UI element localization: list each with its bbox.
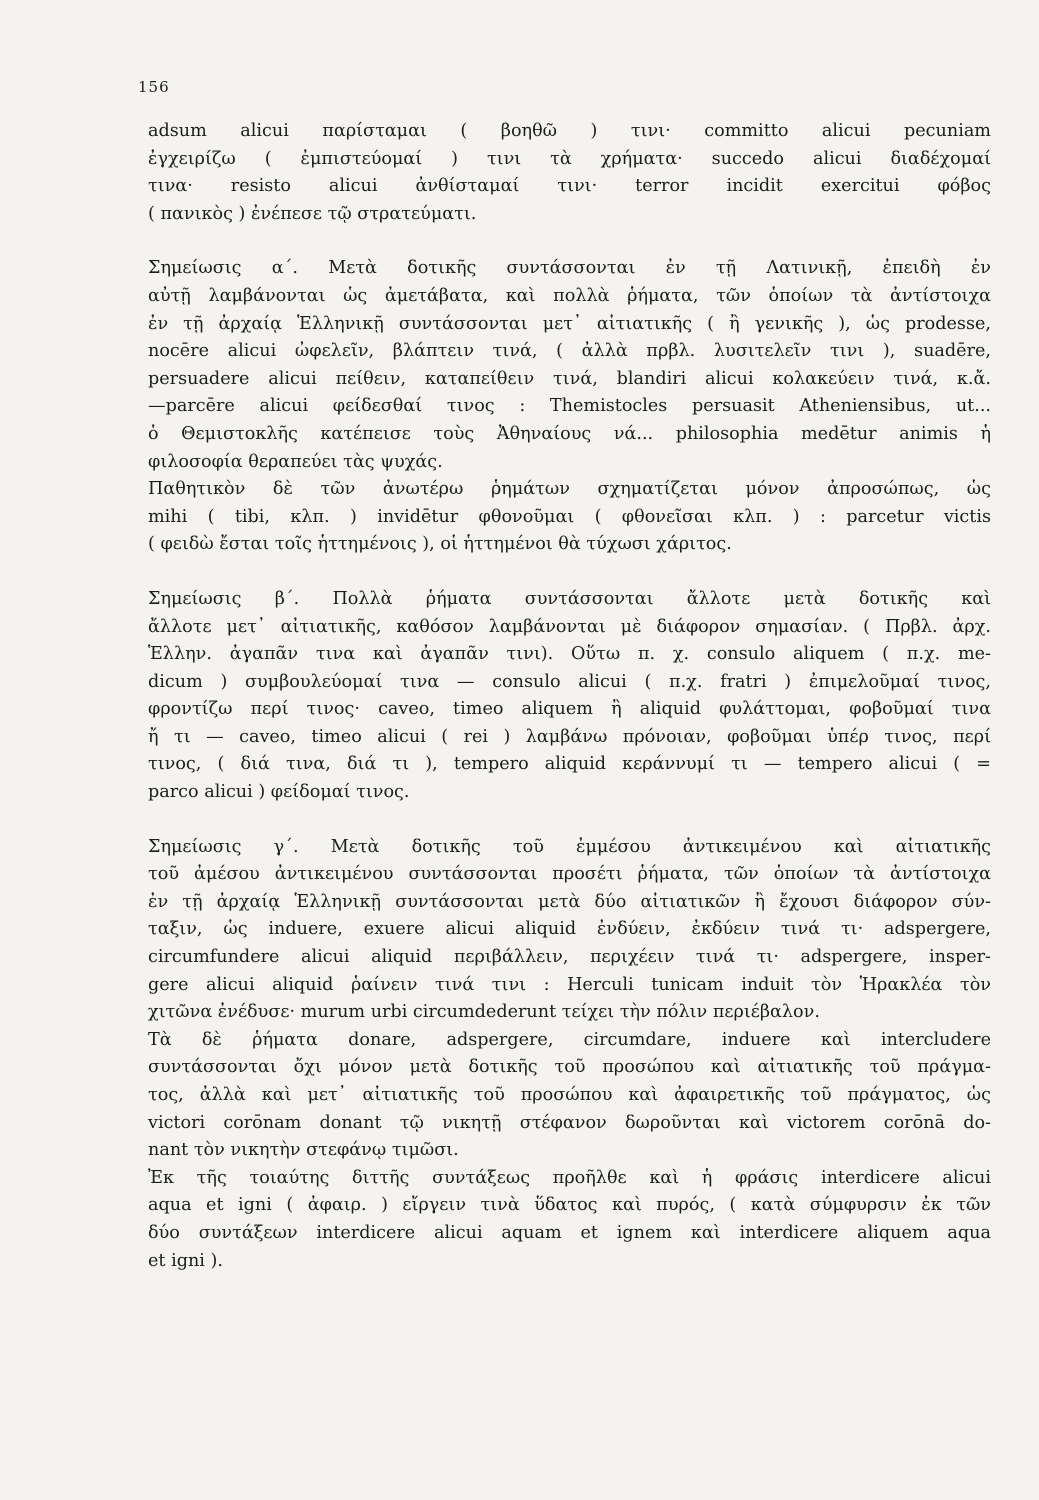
text-line: τινα· resisto alicui ἀνθίσταμαί τινι· terror incidit exercitui φόβος bbox=[148, 176, 991, 197]
text-line: ἤ τι — caveo, timeo alicui ( rei ) λαμβάνω πρόνοιαν, φοβοῦμαι ὑπέρ τινος, περί bbox=[148, 726, 991, 747]
text-line: aqua et igni ( ἀφαιρ. ) εἴργειν τινὰ ὕδατος καὶ πυρός, ( κατὰ σύμφυρσιν ἐκ τῶν bbox=[148, 1195, 991, 1216]
text-line: nant τὸν νικητὴν στεφάνῳ τιμῶσι. bbox=[148, 1140, 459, 1161]
text-line: persuadere alicui πείθειν, καταπείθειν τινά, blandiri alicui κολακεύειν τινά, κ.ἄ. bbox=[148, 368, 991, 389]
paragraph-interdicere bbox=[148, 1165, 991, 1275]
text-line: χιτῶνα ἐνέδυσε· murum urbi circumdederunt τείχει τὴν πόλιν περιέβαλον. bbox=[148, 1002, 820, 1023]
text-line: victori corōnam donant τῷ νικητῇ στέφανον δωροῦνται καὶ victorem corōnā do- bbox=[148, 1112, 991, 1133]
text-line: dicum ) συμβουλεύομαί τινα — consulo alicui ( π.χ. fratri ) ἐπιμελοῦμαί τινος, bbox=[148, 671, 991, 692]
text-line: τινος, ( διά τινα, διά τι ), tempero aliquid κεράννυμί τι — tempero alicui ( = bbox=[148, 754, 991, 775]
text-line: ( φειδὼ ἔσται τοῖς ἡττημένοις ), οἱ ἡττημένοι θὰ τύχωσι χάριτος. bbox=[148, 534, 732, 555]
text-line: gere alicui aliquid ῥαίνειν τινά τινι : Herculi tunicam induit τὸν Ἡρακλέα τὸν bbox=[148, 974, 991, 995]
text-line: τος, ἀλλὰ καὶ μετ᾽ αἰτιατικῆς τοῦ προσώπου καὶ ἀφαιρετικῆς τοῦ πράγματος, ὡς bbox=[148, 1085, 991, 1105]
paragraph-note-gamma bbox=[148, 834, 991, 1027]
paragraph-donare bbox=[148, 1027, 991, 1165]
text-line: ( πανικὸς ) ἐνέπεσε τῷ στρατεύματι. bbox=[148, 203, 477, 224]
text-line: adsum alicui παρίσταμαι ( βοηθῶ ) τινι· committo alicui pecuniam bbox=[148, 121, 991, 141]
text-line: ταξιν, ὡς induere, exuere alicui aliquid ἐνδύειν, ἐκδύειν τινά τι· adspergere, bbox=[148, 919, 991, 940]
text-line: ἐν τῇ ἀρχαίᾳ Ἑλληνικῇ συντάσσονται μετὰ δύο αἰτιατικῶν ἢ ἔχουσι διάφορον σύν- bbox=[148, 891, 991, 912]
text-line: ὁ Θεμιστοκλῆς κατέπεισε τοὺς Ἀθηναίους νά... philosophia medētur animis ἡ bbox=[148, 423, 991, 444]
text-line: Τὰ δὲ ῥήματα donare, adspergere, circumdare, induere καὶ intercludere bbox=[148, 1029, 991, 1050]
text-line: —parcēre alicui φείδεσθαί τινος : Themistocles persuasit Atheniensibus, ut... bbox=[148, 396, 991, 417]
text-line: circumfundere alicui aliquid περιβάλλειν, περιχέειν τινά τι· adspergere, insper- bbox=[148, 947, 991, 968]
page-number: 156 bbox=[138, 78, 170, 96]
text-line: φιλοσοφία θεραπεύει τὰς ψυχάς. bbox=[148, 451, 443, 472]
text-line: ἐγχειρίζω ( ἐμπιστεύομαί ) τινι τὰ χρήματα· succedo alicui διαδέχομαί bbox=[148, 148, 991, 169]
text-line: Ἑλλην. ἀγαπᾶν τινα καὶ ἀγαπᾶν τινι). Οὕτω π. χ. consulo aliquem ( π.χ. me- bbox=[148, 644, 991, 665]
text-line: ἐν τῇ ἀρχαίᾳ Ἑλληνικῇ συντάσσονται μετ᾽ αἰτιατικῆς ( ἢ γενικῆς ), ὡς prodesse, bbox=[148, 313, 991, 334]
text-line: φροντίζω περί τινος· caveo, timeo aliquem ἢ aliquid φυλάττομαι, φοβοῦμαί τινα bbox=[148, 699, 991, 720]
text-line: mihi ( tibi, κλπ. ) invidētur φθονοῦμαι ( φθονεῖσαι κλπ. ) : parcetur victis bbox=[148, 506, 991, 527]
text-line: Σημείωσις α΄. Μετὰ δοτικῆς συντάσσονται ἐν τῇ Λατινικῇ, ἐπειδὴ ἐν bbox=[148, 258, 991, 279]
text-line: Παθητικὸν δὲ τῶν ἀνωτέρω ῥημάτων σχηματίζεται μόνον ἀπροσώπως, ὡς bbox=[148, 479, 991, 500]
text-line: τοῦ ἀμέσου ἀντικειμένου συντάσσονται προσέτι ῥήματα, τῶν ὁποίων τὰ ἀντίστοιχα bbox=[148, 864, 991, 885]
text-line: Σημείωσις γ΄. Μετὰ δοτικῆς τοῦ ἐμμέσου ἀντικειμένου καὶ αἰτιατικῆς bbox=[148, 836, 991, 857]
text-line: et igni ). bbox=[148, 1250, 223, 1271]
paragraph-note-alpha bbox=[148, 255, 991, 559]
text-line: Ἐκ τῆς τοιαύτης διττῆς συντάξεως προῆλθε καὶ ἡ φράσις interdicere alicui bbox=[148, 1167, 991, 1188]
paragraph-note-beta bbox=[148, 586, 991, 807]
text-line: nocēre alicui ὠφελεῖν, βλάπτειν τινά, ( ἀλλὰ πρβλ. λυσιτελεῖν τινι ), suadēre, bbox=[148, 341, 991, 362]
text-line: αὐτῇ λαμβάνονται ὡς ἀμετάβατα, καὶ πολλὰ ῥήματα, τῶν ὁποίων τὰ ἀντίστοιχα bbox=[148, 285, 991, 306]
paragraph-intro-examples bbox=[148, 118, 991, 228]
text-line: δύο συντάξεων interdicere alicui aquam et ignem καὶ interdicere aliquem aqua bbox=[148, 1222, 991, 1243]
text-line: ἄλλοτε μετ᾽ αἰτιατικῆς, καθόσον λαμβάνονται μὲ διάφορον σημασίαν. ( Πρβλ. ἀρχ. bbox=[148, 616, 991, 637]
text-line: parco alicui ) φείδομαί τινος. bbox=[148, 782, 410, 803]
text-line: συντάσσονται ὄχι μόνον μετὰ δοτικῆς τοῦ προσώπου καὶ αἰτιατικῆς τοῦ πράγμα- bbox=[148, 1057, 991, 1078]
text-line: Σημείωσις β΄. Πολλὰ ῥήματα συντάσσονται ἄλλοτε μετὰ δοτικῆς καὶ bbox=[148, 588, 991, 609]
